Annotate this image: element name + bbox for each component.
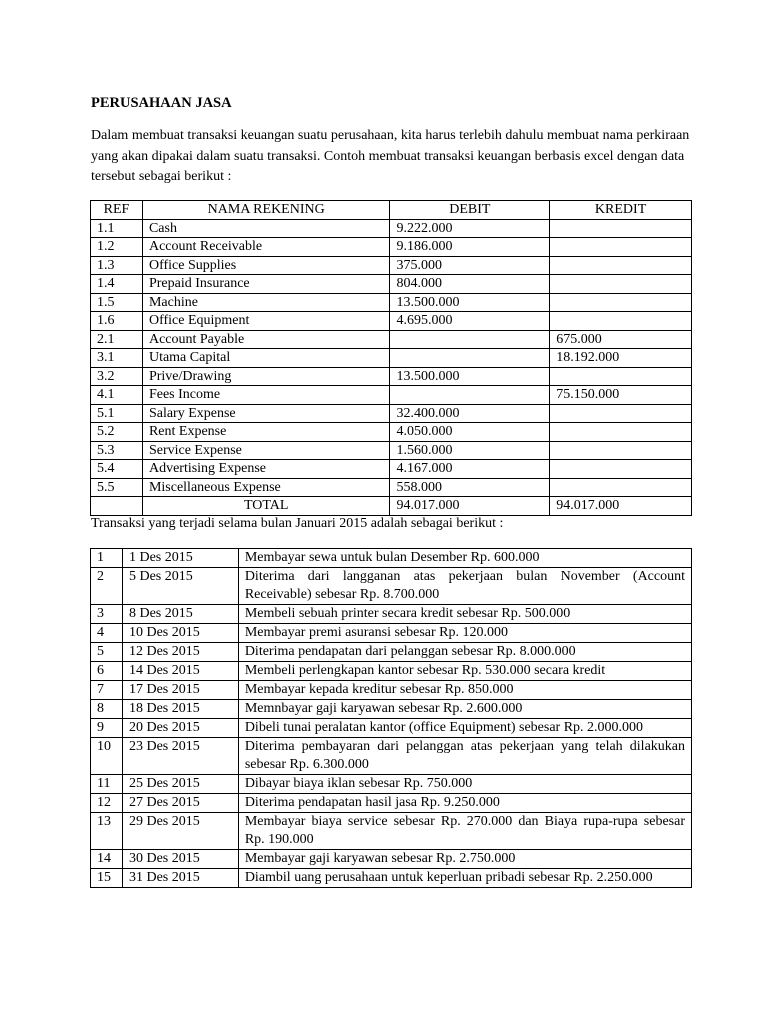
cell-credit: 75.150.000 bbox=[550, 386, 692, 405]
cell-credit bbox=[550, 256, 692, 275]
cell-date: 14 Des 2015 bbox=[122, 662, 238, 681]
header-account-name: NAMA REKENING bbox=[142, 201, 390, 220]
cell-number: 9 bbox=[91, 719, 123, 738]
table-row bbox=[91, 605, 692, 624]
header-ref: REF bbox=[91, 201, 143, 220]
total-credit: 94.017.000 bbox=[550, 497, 692, 516]
cell-account-name: Office Supplies bbox=[142, 256, 390, 275]
cell-debit: 804.000 bbox=[390, 275, 550, 294]
cell-credit bbox=[550, 478, 692, 497]
cell-account-name: Machine bbox=[142, 293, 390, 312]
table-row bbox=[91, 423, 692, 442]
cell-ref: 1.4 bbox=[91, 275, 143, 294]
header-credit: KREDIT bbox=[550, 201, 692, 220]
cell-description: Membayar premi asuransi sebesar Rp. 120.000 bbox=[238, 624, 691, 643]
intro-paragraph: Dalam membuat transaksi keuangan suatu perusahaan, kita harus terlebih dahulu membuat nama perkiraan yang akan dipakai dalam suatu transaksi. Contoh membuat transaksi keuangan berbasis excel dengan data tersebut sebagai berikut : bbox=[91, 128, 690, 184]
cell-ref: 1.1 bbox=[91, 219, 143, 238]
cell-credit bbox=[550, 441, 692, 460]
cell-description: Membayar biaya service sebesar Rp. 270.000 dan Biaya rupa-rupa sebesar Rp. 190.000 bbox=[238, 813, 691, 850]
cell-number: 14 bbox=[91, 850, 123, 869]
cell-account-name: Account Receivable bbox=[142, 238, 390, 257]
total-row bbox=[91, 497, 692, 516]
cell-number: 4 bbox=[91, 624, 123, 643]
cell-account-name: Salary Expense bbox=[142, 404, 390, 423]
cell-description: Diterima pendapatan dari pelanggan sebesar Rp. 8.000.000 bbox=[238, 643, 691, 662]
chart-of-accounts-table bbox=[90, 200, 692, 516]
cell-ref: 3.2 bbox=[91, 367, 143, 386]
cell-description: Membeli perlengkapan kantor sebesar Rp. 530.000 secara kredit bbox=[238, 662, 691, 681]
cell-date: 25 Des 2015 bbox=[122, 775, 238, 794]
cell-description: Dibayar biaya iklan sebesar Rp. 750.000 bbox=[238, 775, 691, 794]
cell-number: 7 bbox=[91, 681, 123, 700]
table-row bbox=[91, 813, 692, 850]
cell-ref: 2.1 bbox=[91, 330, 143, 349]
cell-account-name: Prepaid Insurance bbox=[142, 275, 390, 294]
cell-ref: 5.4 bbox=[91, 460, 143, 479]
cell-number: 10 bbox=[91, 738, 123, 775]
cell-credit bbox=[550, 293, 692, 312]
table-row bbox=[91, 367, 692, 386]
cell-account-name: Service Expense bbox=[142, 441, 390, 460]
cell-credit bbox=[550, 367, 692, 386]
cell-date: 17 Des 2015 bbox=[122, 681, 238, 700]
table-row bbox=[91, 293, 692, 312]
cell-number: 11 bbox=[91, 775, 123, 794]
cell-debit: 1.560.000 bbox=[390, 441, 550, 460]
table-row bbox=[91, 624, 692, 643]
cell-description: Membayar sewa untuk bulan Desember Rp. 600.000 bbox=[238, 549, 691, 568]
table-row bbox=[91, 775, 692, 794]
cell-ref: 1.5 bbox=[91, 293, 143, 312]
table-row bbox=[91, 549, 692, 568]
cell-number: 5 bbox=[91, 643, 123, 662]
table-row bbox=[91, 330, 692, 349]
table-row bbox=[91, 404, 692, 423]
cell-date: 1 Des 2015 bbox=[122, 549, 238, 568]
cell-date: 23 Des 2015 bbox=[122, 738, 238, 775]
cell-debit: 558.000 bbox=[390, 478, 550, 497]
cell-description: Membayar gaji karyawan sebesar Rp. 2.750.000 bbox=[238, 850, 691, 869]
table-row bbox=[91, 850, 692, 869]
table-row bbox=[91, 219, 692, 238]
cell-ref: 1.2 bbox=[91, 238, 143, 257]
cell-date: 20 Des 2015 bbox=[122, 719, 238, 738]
cell-number: 8 bbox=[91, 700, 123, 719]
cell-ref: 1.6 bbox=[91, 312, 143, 331]
table-header-row bbox=[91, 201, 692, 220]
cell-date: 31 Des 2015 bbox=[122, 869, 238, 888]
table-row bbox=[91, 568, 692, 605]
cell-number: 1 bbox=[91, 549, 123, 568]
cell-debit bbox=[390, 330, 550, 349]
cell-date: 8 Des 2015 bbox=[122, 605, 238, 624]
cell-account-name: Utama Capital bbox=[142, 349, 390, 368]
cell-number: 3 bbox=[91, 605, 123, 624]
cell-date: 12 Des 2015 bbox=[122, 643, 238, 662]
cell-debit bbox=[390, 349, 550, 368]
transactions-table bbox=[90, 548, 692, 888]
cell-debit: 375.000 bbox=[390, 256, 550, 275]
cell-description: Diterima pembayaran dari pelanggan atas pekerjaan yang telah dilakukan sebesar Rp. 6.300.000 bbox=[238, 738, 691, 775]
cell-date: 5 Des 2015 bbox=[122, 568, 238, 605]
cell-date: 27 Des 2015 bbox=[122, 794, 238, 813]
cell-credit bbox=[550, 219, 692, 238]
cell-debit: 4.167.000 bbox=[390, 460, 550, 479]
cell-credit: 675.000 bbox=[550, 330, 692, 349]
cell-description: Membeli sebuah printer secara kredit sebesar Rp. 500.000 bbox=[238, 605, 691, 624]
table-row bbox=[91, 238, 692, 257]
cell-credit bbox=[550, 404, 692, 423]
cell-credit bbox=[550, 275, 692, 294]
cell-debit: 4.050.000 bbox=[390, 423, 550, 442]
cell-description: Diterima dari langganan atas pekerjaan bulan November (Account Receivable) sebesar Rp. 8.700.000 bbox=[238, 568, 691, 605]
cell-account-name: Fees Income bbox=[142, 386, 390, 405]
cell-number: 12 bbox=[91, 794, 123, 813]
cell-account-name: Prive/Drawing bbox=[142, 367, 390, 386]
cell-account-name: Account Payable bbox=[142, 330, 390, 349]
table-row bbox=[91, 719, 692, 738]
total-label: TOTAL bbox=[142, 497, 390, 516]
cell-debit: 32.400.000 bbox=[390, 404, 550, 423]
table-row bbox=[91, 441, 692, 460]
cell-description: Memnbayar gaji karyawan sebesar Rp. 2.600.000 bbox=[238, 700, 691, 719]
cell-ref: 5.5 bbox=[91, 478, 143, 497]
cell-debit bbox=[390, 386, 550, 405]
cell-debit: 9.186.000 bbox=[390, 238, 550, 257]
table-row bbox=[91, 869, 692, 888]
cell-ref: 5.2 bbox=[91, 423, 143, 442]
cell-credit bbox=[550, 312, 692, 331]
table-row bbox=[91, 256, 692, 275]
table-row bbox=[91, 478, 692, 497]
cell-debit: 13.500.000 bbox=[390, 293, 550, 312]
table-row bbox=[91, 643, 692, 662]
cell-number: 15 bbox=[91, 869, 123, 888]
cell-ref: 4.1 bbox=[91, 386, 143, 405]
cell-credit: 18.192.000 bbox=[550, 349, 692, 368]
cell-date: 10 Des 2015 bbox=[122, 624, 238, 643]
table-row bbox=[91, 794, 692, 813]
cell-account-name: Rent Expense bbox=[142, 423, 390, 442]
cell-number: 6 bbox=[91, 662, 123, 681]
cell-ref: 5.1 bbox=[91, 404, 143, 423]
table-row bbox=[91, 312, 692, 331]
cell-date: 30 Des 2015 bbox=[122, 850, 238, 869]
total-debit: 94.017.000 bbox=[390, 497, 550, 516]
cell-ref: 5.3 bbox=[91, 441, 143, 460]
cell-number: 2 bbox=[91, 568, 123, 605]
cell-date: 18 Des 2015 bbox=[122, 700, 238, 719]
transactions-intro: Transaksi yang terjadi selama bulan Januari 2015 adalah sebagai berikut : bbox=[91, 516, 504, 531]
cell-number: 13 bbox=[91, 813, 123, 850]
table-row bbox=[91, 275, 692, 294]
cell-account-name: Cash bbox=[142, 219, 390, 238]
total-ref bbox=[91, 497, 143, 516]
table-row bbox=[91, 662, 692, 681]
cell-debit: 4.695.000 bbox=[390, 312, 550, 331]
table-row bbox=[91, 386, 692, 405]
cell-account-name: Advertising Expense bbox=[142, 460, 390, 479]
header-debit: DEBIT bbox=[390, 201, 550, 220]
table-row bbox=[91, 349, 692, 368]
table-row bbox=[91, 460, 692, 479]
cell-debit: 13.500.000 bbox=[390, 367, 550, 386]
cell-description: Dibeli tunai peralatan kantor (office Equipment) sebesar Rp. 2.000.000 bbox=[238, 719, 691, 738]
cell-ref: 1.3 bbox=[91, 256, 143, 275]
page-title: PERUSAHAAN JASA bbox=[91, 95, 232, 111]
cell-ref: 3.1 bbox=[91, 349, 143, 368]
cell-description: Diambil uang perusahaan untuk keperluan pribadi sebesar Rp. 2.250.000 bbox=[238, 869, 691, 888]
table-row bbox=[91, 738, 692, 775]
cell-account-name: Office Equipment bbox=[142, 312, 390, 331]
table-row bbox=[91, 681, 692, 700]
cell-description: Membayar kepada kreditur sebesar Rp. 850.000 bbox=[238, 681, 691, 700]
cell-date: 29 Des 2015 bbox=[122, 813, 238, 850]
cell-credit bbox=[550, 238, 692, 257]
table-row bbox=[91, 700, 692, 719]
cell-account-name: Miscellaneous Expense bbox=[142, 478, 390, 497]
cell-description: Diterima pendapatan hasil jasa Rp. 9.250.000 bbox=[238, 794, 691, 813]
cell-debit: 9.222.000 bbox=[390, 219, 550, 238]
cell-credit bbox=[550, 460, 692, 479]
cell-credit bbox=[550, 423, 692, 442]
